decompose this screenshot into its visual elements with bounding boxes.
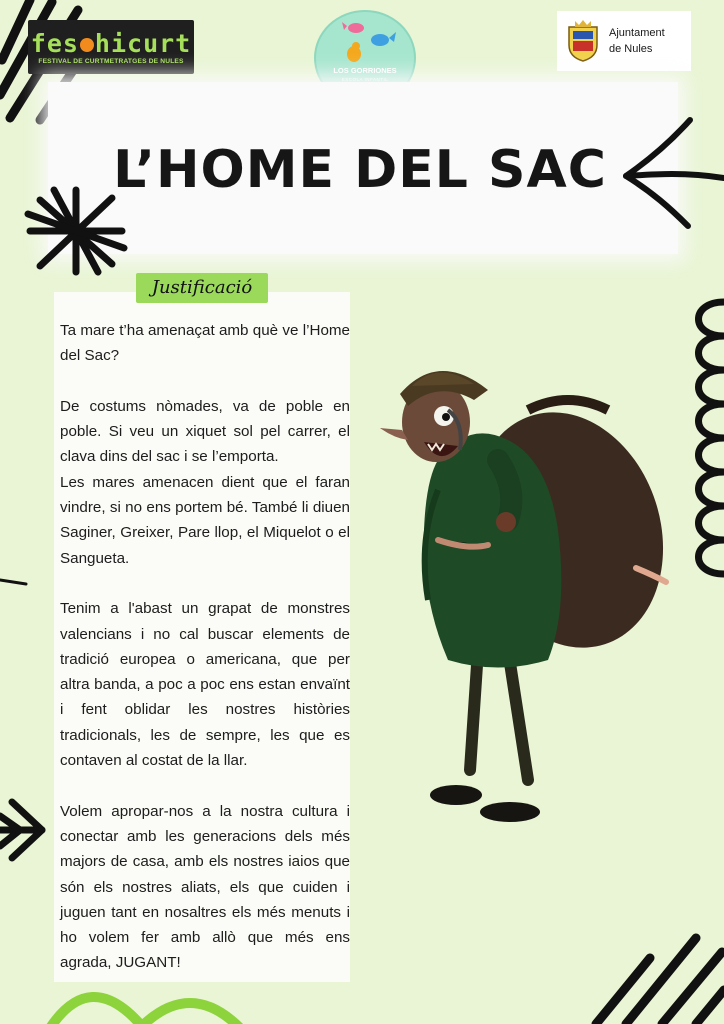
arrow-left-icon [616,112,724,230]
school-logo-name: LOS GORRIONES [333,66,397,75]
decorative-strokes-bottom-right [586,928,724,1024]
coat-of-arms-icon [565,19,601,63]
festival-logo-name: fes hicurt [30,28,192,58]
council-logo [557,11,691,71]
decorative-squiggle-right [690,296,724,596]
orange-icon [80,38,94,52]
section-label: Justificació [136,273,268,303]
decorative-dash-left [0,576,30,588]
home-del-sac-illustration [378,350,678,830]
page-title: L’HOME DEL SAC [113,140,607,200]
paragraph: Tenim a l'abast un grapat de monstres valencians i no cal buscar elements de tradició europea o americana, que per altra banda, a poc a poc ens estan envaïnt i fent oblidar les nostres històries tradicionals, les de sempre, les que es contaven al costat de la llar. [60,600,350,770]
festival-logo [28,20,194,74]
paragraph: Volem apropar-nos a la nostra cultura i conectar amb les generacions dels més majors de casa, amb els nostres iaios que són els nostres aliats, els que cuiden i juguen tant en nosaltres els més menuts i ho volem fer amb allò que més ens agrada, JUGANT! [60,802,350,972]
arrow-right-icon [0,796,48,864]
school-logo-subtitle: ESCOLA INFANTIL [341,77,389,82]
festival-logo-subtitle: FESTIVAL DE CURTMETRATGES DE NULES [38,57,184,65]
paragraph: Les mares amenacen dient que el faran vindre, si no ens portem bé. També li diuen Saginer, Greixer, Pare llop, el Miquelot o el Sangueta. [60,473,350,567]
paragraph: Ta mare t’ha amenaçat amb què ve l’Home del Sac? [60,322,350,365]
decorative-scallops-bottom [40,968,270,1024]
asterisk-icon [24,186,128,276]
council-logo-text: Ajuntament de Nules [609,27,665,55]
paragraph: De costums nòmades, va de poble en poble. Si veu un xiquet sol pel carrer, el clava dins del sac i se l’emporta. [60,397,350,466]
justification-text [60,318,350,976]
